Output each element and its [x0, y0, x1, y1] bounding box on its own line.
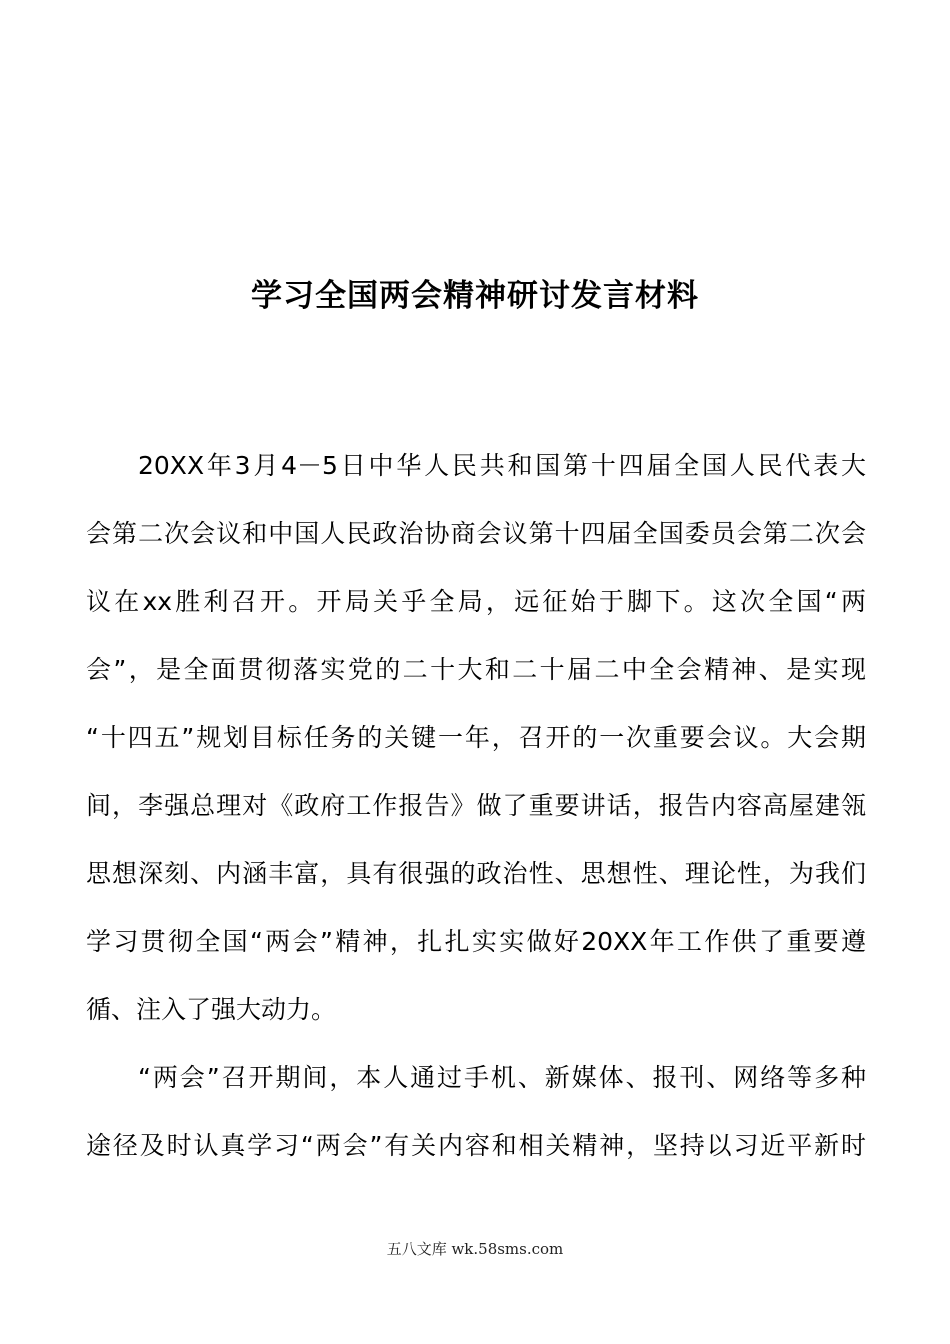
- paragraph-line: “十四五”规划目标任务的关键一年，召开的一次重要会议。大会期: [86, 723, 866, 752]
- paragraph-line: 议在xx胜利召开。开局关乎全局，远征始于脚下。这次全国“两: [86, 587, 866, 616]
- paragraph-line: 间，李强总理对《政府工作报告》做了重要讲话，报告内容高屋建瓴: [86, 791, 866, 820]
- paragraph-line: 学习贯彻全国“两会”精神，扎扎实实做好20XX年工作供了重要遵: [86, 927, 866, 956]
- paragraph-line: 会第二次会议和中国人民政治协商会议第十四届全国委员会第二次会: [86, 519, 866, 548]
- paragraph-line: 途径及时认真学习“两会”有关内容和相关精神，坚持以习近平新时: [86, 1131, 866, 1160]
- paragraph-line: “两会”召开期间，本人通过手机、新媒体、报刊、网络等多种: [138, 1063, 866, 1092]
- paragraph-line: 思想深刻、内涵丰富，具有很强的政治性、思想性、理论性，为我们: [86, 859, 866, 888]
- footer-watermark: 五八文库 wk.58sms.com: [386, 1240, 564, 1258]
- document-body: [86, 432, 866, 1180]
- paragraph: [86, 432, 866, 1044]
- paragraph-line: 会”，是全面贯彻落实党的二十大和二十届二中全会精神、是实现: [86, 655, 866, 684]
- paragraph-line: 循、注入了强大动力。: [86, 995, 337, 1024]
- document-title: 学习全国两会精神研讨发言材料: [251, 278, 699, 314]
- paragraph-line: 20XX年3月4－5日中华人民共和国第十四届全国人民代表大: [138, 451, 866, 480]
- paragraph: [86, 1044, 866, 1180]
